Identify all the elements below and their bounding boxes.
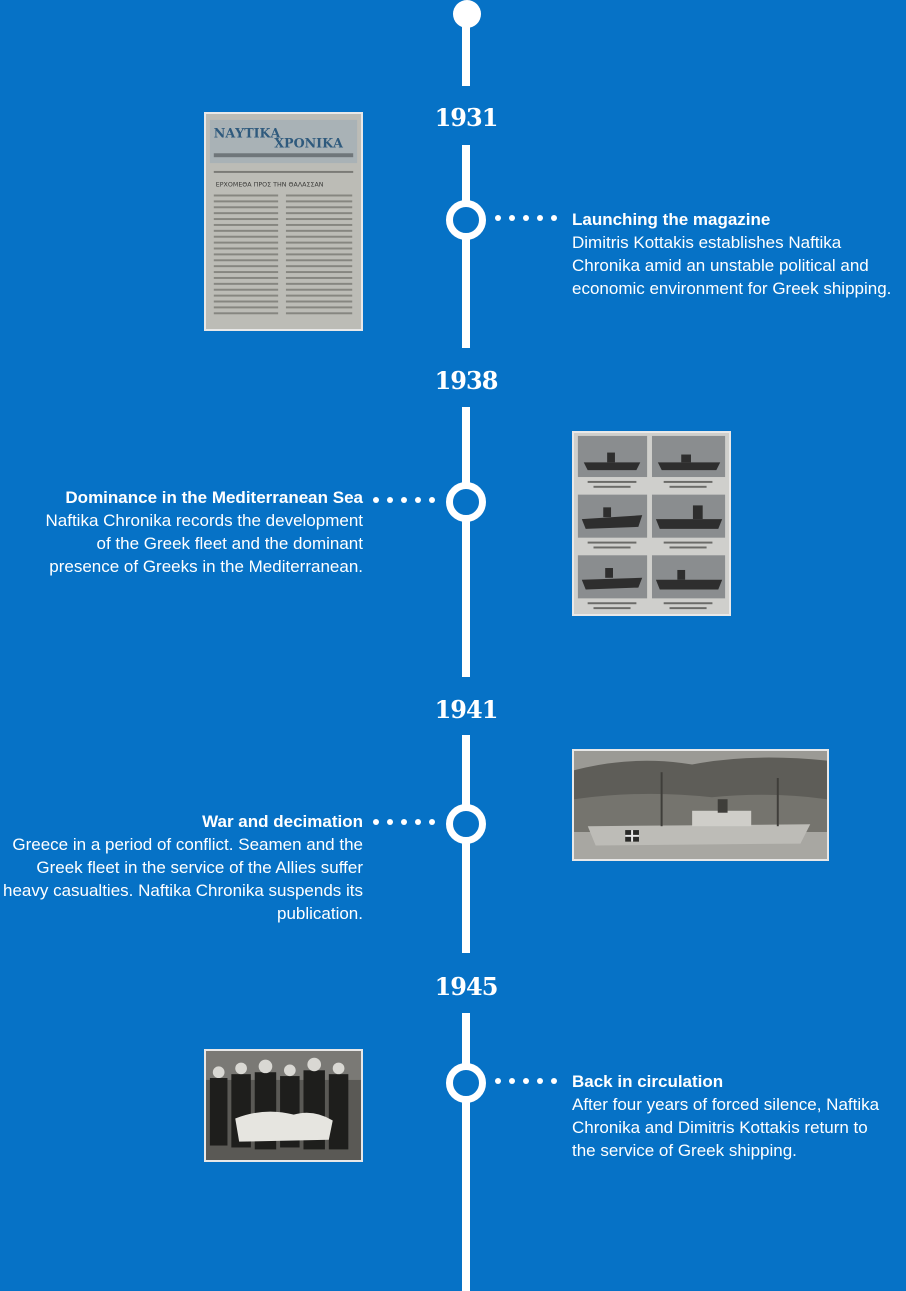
entry-title: Dominance in the Mediterranean Sea xyxy=(65,488,363,507)
timeline-entry-1931 xyxy=(572,208,891,300)
entry-description-line: Chronika amid an unstable political and xyxy=(572,256,869,275)
entry-description-line: heavy casualties. Naftika Chronika suspends its xyxy=(2,881,363,900)
entry-description-line: publication. xyxy=(276,904,363,923)
timeline-entry-1941 xyxy=(3,810,363,925)
dotted-connector xyxy=(373,819,437,825)
year-label-1931: 1931 xyxy=(434,103,498,132)
entry-description-line: Chronika and Dimitris Kottakis return to xyxy=(572,1118,868,1137)
timeline-node-1945 xyxy=(446,1063,486,1103)
timeline-line xyxy=(462,22,470,86)
entry-description-line: the service of Greek shipping. xyxy=(572,1141,797,1160)
entry-description-line: Dimitris Kottakis establishes Naftika xyxy=(572,233,842,252)
masthead-word: ΝΑΥΤΙΚΑ xyxy=(213,125,281,141)
entry-description-line: After four years of forced silence, Naftika xyxy=(572,1095,880,1114)
timeline-entry-1945 xyxy=(572,1070,879,1162)
group-photo xyxy=(204,1049,363,1162)
timeline-line xyxy=(462,407,470,677)
dotted-connector xyxy=(373,497,437,503)
entry-title: War and decimation xyxy=(202,812,363,831)
timeline-line xyxy=(462,1013,470,1291)
ships-collage-photo xyxy=(572,431,731,616)
dotted-connector xyxy=(495,1078,559,1084)
entry-description-line: Greek fleet in the service of the Allies suffer xyxy=(36,858,363,877)
masthead-word: ΧΡΟΝΙΚΑ xyxy=(274,135,343,151)
timeline-node-1938 xyxy=(446,482,486,522)
year-label-1941: 1941 xyxy=(434,695,498,724)
magazine-headline: ΕΡΧΟΜΕΘΑ ΠΡΟΣ ΤΗΝ ΘΑΛΑΣΣΑΝ xyxy=(215,181,324,189)
timeline-entry-1938 xyxy=(46,486,364,578)
entry-description-line: of the Greek fleet and the dominant xyxy=(96,534,363,553)
timeline-node-1941 xyxy=(446,804,486,844)
year-label-1945: 1945 xyxy=(434,972,498,1001)
entry-title: Back in circulation xyxy=(572,1072,724,1091)
entry-description-line: presence of Greeks in the Mediterranean. xyxy=(49,557,363,576)
entry-title: Launching the magazine xyxy=(572,210,771,229)
ship-harbour-photo xyxy=(572,749,829,861)
dotted-connector xyxy=(495,215,559,221)
timeline-line xyxy=(462,735,470,953)
timeline-node-1931 xyxy=(446,200,486,240)
magazine-cover-photo xyxy=(204,112,363,331)
year-label-1938: 1938 xyxy=(434,366,498,395)
entry-description-line: Naftika Chronika records the development xyxy=(45,511,363,530)
entry-description-line: economic environment for Greek shipping. xyxy=(572,279,892,298)
entry-description-line: Greece in a period of conflict. Seamen and the xyxy=(12,835,363,854)
timeline-line xyxy=(462,145,470,348)
